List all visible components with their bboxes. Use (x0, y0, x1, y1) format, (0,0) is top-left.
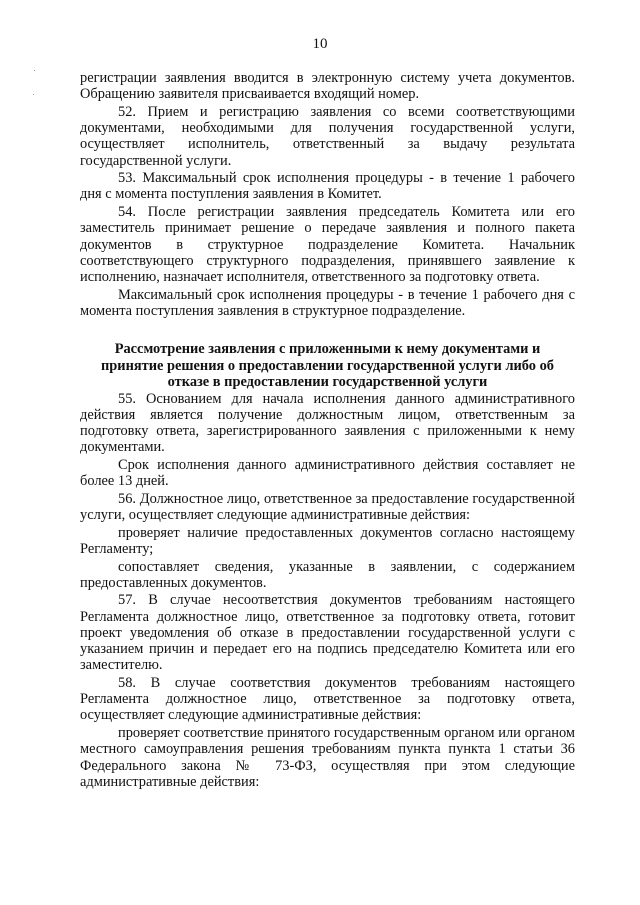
paragraph-54: 54. После регистрации заявления председатель Комитета или его заместитель принимает решение о передаче заявления и полного пакета документов в структурное подразделение Комитета. Начальник соответствующего структурного подразделения, принявшего заявление к исполнению, назначает исполнителя, ответственного за подготовку ответа. (80, 204, 575, 285)
section-heading: Рассмотрение заявления с приложенными к нему документами и принятие решения о предоставлении государственной услуги либо об отказе в предоставлении государственной услуги (100, 341, 554, 391)
paragraph-54-term: Максимальный срок исполнения процедуры - в течение 1 рабочего дня с момента поступления заявления в структурное подразделение. (80, 286, 575, 319)
paragraph-continuation: регистрации заявления вводится в электронную систему учета документов. Обращению заявителя присваивается входящий номер. (80, 70, 575, 103)
document-body (80, 70, 575, 791)
page-number: 10 (312, 36, 328, 52)
scan-speck (34, 70, 35, 71)
paragraph-53: 53. Максимальный срок исполнения процедуры - в течение 1 рабочего дня с момента поступления заявления в Комитет. (80, 170, 575, 203)
paragraph-55-term: Срок исполнения данного административного действия составляет не более 13 дней. (80, 456, 575, 490)
paragraph-56-compare: сопоставляет сведения, указанные в заявлении, с содержанием предоставленных документов. (80, 558, 575, 591)
paragraph-58-check: проверяет соответствие принятого государственным органом или органом местного самоуправления решения требованиям пункта пункта 1 статьи 36 Федерального закона № 73-ФЗ, осуществляя при этом следующие административные действия: (80, 725, 575, 790)
paragraph-55: 55. Основанием для начала исполнения данного административного действия является получение должностным лицом, ответственным за подготовку ответа, зарегистрированного заявления с приложенными к нему документами. (80, 390, 575, 456)
paragraph-56-check: проверяет наличие предоставленных документов согласно настоящему Регламенту; (80, 524, 575, 557)
scan-speck (33, 94, 34, 95)
paragraph-57: 57. В случае несоответствия документов требованиям настоящего Регламента должностное лицо, ответственное за подготовку ответа, готовит проект уведомления об отказе в предоставлении государственной услуги с указанием причин и передает его на подпись председателю Комитета или его заместителю. (80, 592, 575, 674)
paragraph-58: 58. В случае соответствия документов требованиям настоящего Регламента должностное лицо, ответственное за подготовку ответа, осуществляет следующие административные действия: (80, 675, 575, 724)
paragraph-56: 56. Должностное лицо, ответственное за предоставление государственной услуги, осуществляет следующие административные действия: (80, 490, 575, 523)
paragraph-52: 52. Прием и регистрацию заявления со всеми соответствующими документами, необходимыми для получения государственной услуги, осуществляет исполнитель, ответственный за выдачу результата государственной услуги. (80, 103, 575, 169)
